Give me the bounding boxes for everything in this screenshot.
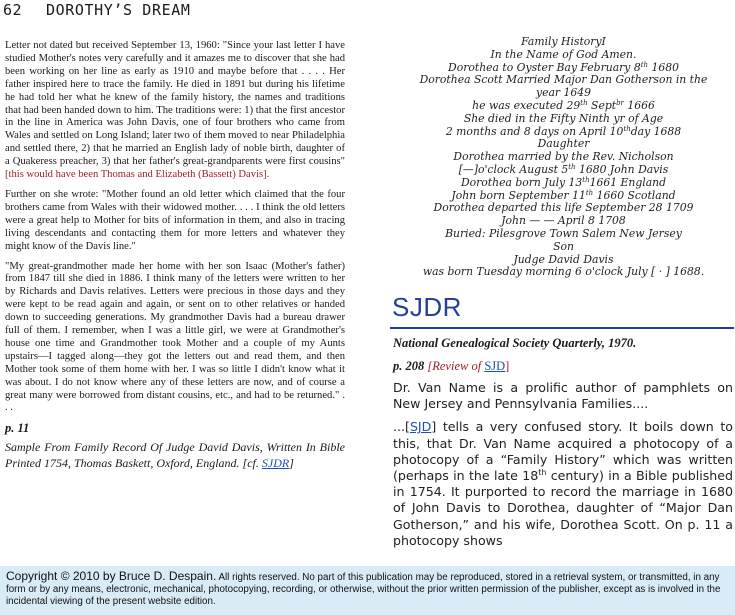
review-page-ref: p. 208	[393, 359, 425, 373]
sample-caption-text: Sample From Family Record Of Judge David Davis, Written In Bible Printed 1754, Thomas Baskett, Oxford, England. [cf.	[5, 440, 345, 471]
page-reference: p. 11	[5, 421, 30, 436]
letter-line: year 1649	[536, 86, 591, 100]
letter-quote-text: Letter not dated but received September 13, 1960: "Since your last letter I have studied Mother's notes very carefully and it amazes me to discover that she had been working on her line as early as 1910 and maybe before that . . . . Her father inspired here to trace the family. He died in 1891 but during his lifetime he had told her what he knew of the family history, the names and traditions that had been handed down to him. The traditions were: 1) that the first ancestor in the line in America was John Davis, one of four brothers who came from Wales and settled on Long Island; later two of them moved to near Philadelphia and settled there, 2) that he married an English lady of noble birth, daughter of a Quakeress preacher, 3) that her father's great-grandparents were first cousins"	[5, 40, 345, 168]
letter-line: Buried: Pilesgrove Town Salem New Jersey	[445, 226, 682, 240]
copyright-notice	[6, 570, 728, 608]
letter-line: Judge David Davis	[513, 252, 614, 266]
review-paragraph-1: Dr. Van Name is a prolific author of pamphlets on New Jersey and Pennsylvania Families....	[393, 380, 733, 412]
section-rule	[390, 327, 734, 329]
letter-line: Dorothea born July 13th1661 England	[460, 175, 667, 189]
letter-line: Daughter	[537, 137, 590, 151]
letter-line: Dorothea departed this life September 28 1709	[433, 201, 694, 215]
letter-line: John born September 11th 1660 Scotland	[451, 188, 676, 202]
great-grandmother-paragraph: "My great-grandmother made her home with her son Isaac (Mother's father) from 1847 till she died in 1886. I think many of the letters were written to her by Richards and Davis relatives. Letters were precious in those days and they were kept to be read again and again, or sent on to other relatives or handed down to succeeding generations. My grandmother Davis had a bureau drawer full of them. I remember, when I was a little girl, we were at Grandmother's house one time and Grandmother took Mother and a couple of my Aunts upstairs—I tagged along—they got the letters out and read them, and then Mother took some of them home with her. I was so little I didn't know what it was about. I do not know where any of these letters are now, and of course a great many were borrowed from distant cousins, etc., and had to be returned." . . .	[5, 260, 345, 414]
letter-line: Dorothea married by the Rev. Nicholson	[453, 150, 674, 164]
source-title: National Genealogical Society Quarterly, 1970.	[393, 336, 637, 350]
sample-caption-close: ]	[289, 456, 294, 471]
review-paragraph-2: ...[SJD] tells a very confused story. It boils down to this, that Dr. Van Name acquired a photocopy of a photocopy of a “Family History” which was written (perhaps in the late 18th century) in a Bible published in 1754. It purported to record the marriage in 1680 of John Davis to Dorothea, daughter of “Major Dan Gotherson,” and his wife, Dorothea Scott. On p. 11 a photocopy shows	[393, 419, 733, 548]
editorial-note: [this would have been Thomas and Elizabeth (Bassett) Davis].	[5, 169, 270, 181]
letter-line: In the Name of God Amen.	[490, 47, 637, 61]
page-number: 62	[3, 1, 23, 19]
running-title: DOROTHY’S DREAM	[46, 1, 191, 19]
page-header	[0, 0, 735, 24]
letter-line: John — — April 8 1708	[501, 214, 626, 228]
copyright-terms: All rights reserved. No part of this publication may be reproduced, stored in a retrieval system, or transmitted, in any form or by any means, electronic, mechanical, photocopying, recording, or otherwise, without the prior written permission of the publisher, except as is involved in the incidental viewing of the present website edition.	[6, 572, 721, 607]
letter-line: Son	[553, 239, 574, 253]
review-reference	[393, 359, 733, 374]
right-column	[393, 336, 733, 556]
letter-line: he was executed 29th Sept$^{br}$ 1666	[472, 98, 655, 112]
letter-line: was born Tuesday morning 6 o'clock July [ · ] 1688.	[422, 265, 705, 279]
left-column	[5, 40, 345, 471]
copyright-footer	[0, 566, 735, 615]
letter-line: 2 months and 8 days on April 10thday 1688	[445, 124, 682, 138]
letter-quote-paragraph	[5, 40, 345, 182]
further-paragraph: Further on she wrote: "Mother found an old letter which claimed that the four brothers came from Wales with their widowed mother. . . . I think the old letters were a great help to Mother for bits of information in them, and also in tracing living descendants and contacting them for more letters and whatever they might know of the Davis line."	[5, 188, 345, 252]
letter-line: Dorothea to Oyster Bay February 8th 1680	[448, 60, 679, 74]
sjd-review-link[interactable]: SJD	[484, 359, 506, 373]
sample-caption	[5, 439, 345, 471]
letter-line: Dorothea Scott Married Major Dan Gotherson in the	[419, 73, 708, 87]
letter-line: [—]o'clock August 5th 1680 John Davis	[458, 162, 669, 176]
letter-line: Family HistoryI	[521, 35, 606, 48]
review-label: [Review of SJD]	[427, 359, 510, 373]
letter-line: She died in the Fifty Ninth yr of Age	[463, 111, 664, 125]
family-history-transcription	[395, 36, 732, 279]
section-title: SJDR	[392, 292, 462, 322]
sjd-inline-link[interactable]: SJD	[409, 419, 432, 435]
copyright-holder: Copyright © 2010 by Bruce D. Despain.	[6, 569, 217, 583]
sjdr-link[interactable]: SJDR	[261, 456, 290, 471]
